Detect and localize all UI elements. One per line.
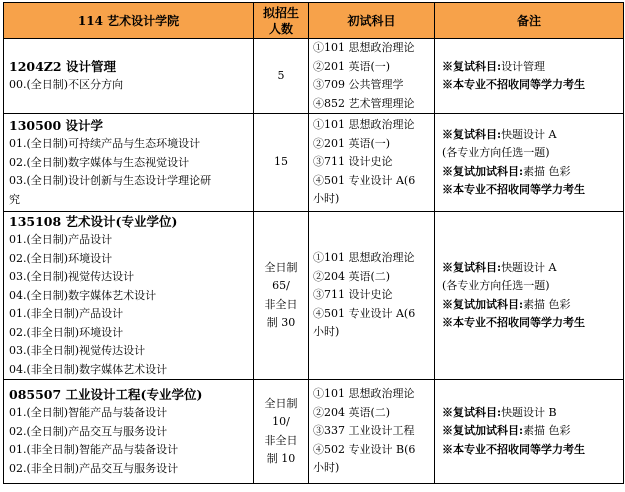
direction-item: 04.(非全日制)数字媒体艺术设计 bbox=[9, 362, 168, 376]
note-value: 素描 色彩 bbox=[523, 164, 571, 178]
note-key: ※本专业不招收同等学力考生 bbox=[442, 78, 585, 91]
direction-item: 02.(全日制)环境设计 bbox=[9, 251, 113, 265]
subject-item: ④501 专业设计 A(6 bbox=[313, 306, 416, 320]
note-line bbox=[442, 296, 623, 315]
subject-item: ④502 专业设计 B(6 bbox=[313, 442, 416, 456]
direction-item: 03.(全日制)设计创新与生态设计学理论研 bbox=[9, 174, 212, 187]
subject-item: ①101 思想政治理论 bbox=[313, 41, 415, 54]
note-value: 快题设计 A bbox=[501, 127, 557, 141]
quota-line: 65/ bbox=[272, 279, 290, 292]
program-cell bbox=[4, 380, 254, 484]
table-row bbox=[4, 212, 624, 380]
notes-cell bbox=[435, 380, 624, 484]
notes-cell bbox=[435, 114, 624, 212]
note-line bbox=[442, 441, 623, 460]
note-value: 设计管理 bbox=[501, 59, 546, 73]
quota-line: 10/ bbox=[272, 415, 290, 428]
subject-item: 小时) bbox=[313, 461, 340, 475]
subjects-cell bbox=[309, 114, 435, 212]
subject-item: ②204 英语(二) bbox=[313, 269, 391, 283]
quota-cell bbox=[254, 380, 309, 484]
subject-item: ②204 英语(二) bbox=[313, 405, 391, 419]
direction-item: 03.(非全日制)视觉传达设计 bbox=[9, 344, 146, 357]
program-code-title: 130500 设计学 bbox=[9, 118, 104, 133]
quota-line: 制 10 bbox=[266, 452, 296, 465]
table-row bbox=[4, 39, 624, 114]
subjects-cell bbox=[309, 39, 435, 114]
subjects-cell bbox=[309, 380, 435, 484]
subject-item: ④852 艺术管理理论 bbox=[313, 96, 415, 110]
direction-item: 01.(非全日制)产品设计 bbox=[9, 307, 124, 320]
note-key: ※复试科目: bbox=[442, 260, 502, 274]
note-line bbox=[442, 58, 623, 77]
program-code-title: 085507 工业设计工程(专业学位) bbox=[9, 387, 203, 402]
subjects-cell bbox=[309, 212, 435, 380]
direction-item: 02.(非全日制)产品交互与服务设计 bbox=[9, 461, 179, 475]
note-line bbox=[442, 404, 623, 423]
table-row bbox=[4, 380, 624, 484]
quota-line: 5 bbox=[277, 68, 285, 82]
note-value: 快题设计 A bbox=[501, 260, 557, 274]
subject-item: 小时) bbox=[313, 192, 340, 206]
subject-item: ①101 思想政治理论 bbox=[313, 118, 415, 132]
header-quota: 拟招生人数 bbox=[254, 3, 309, 39]
note-key: ※复试科目: bbox=[442, 405, 502, 419]
note-line bbox=[442, 181, 623, 200]
header-subjects: 初试科目 bbox=[309, 3, 435, 39]
program-cell bbox=[4, 114, 254, 212]
direction-item: 02.(非全日制)环境设计 bbox=[9, 325, 124, 339]
subject-item: ③711 设计史论 bbox=[313, 288, 393, 302]
quota-cell bbox=[254, 39, 309, 114]
header-college: 114 艺术设计学院 bbox=[4, 3, 254, 39]
quota-line: 非全日 bbox=[264, 297, 298, 311]
note-key: ※复试科目: bbox=[442, 127, 502, 141]
notes-cell bbox=[435, 39, 624, 114]
quota-cell bbox=[254, 212, 309, 380]
note-key: ※复试加试科目: bbox=[442, 164, 524, 178]
direction-item: 00.(全日制)不区分方向 bbox=[9, 78, 124, 92]
quota-line: 全日制 bbox=[264, 260, 298, 274]
direction-item: 01.(全日制)可持续产品与生态环境设计 bbox=[9, 137, 201, 150]
subject-item: ②201 英语(一) bbox=[313, 136, 391, 150]
note-key: ※复试加试科目: bbox=[442, 297, 524, 311]
quota-line: 制 30 bbox=[266, 316, 296, 329]
note-value: 素描 色彩 bbox=[523, 424, 571, 438]
direction-item: 01.(全日制)智能产品与装备设计 bbox=[9, 406, 168, 419]
note-key: ※本专业不招收同等学力考生 bbox=[442, 183, 585, 196]
subject-item: ③711 设计史论 bbox=[313, 155, 393, 169]
program-code-title: 1204Z2 设计管理 bbox=[9, 59, 116, 75]
table-row bbox=[4, 114, 624, 212]
note-value: 快题设计 B bbox=[501, 405, 557, 419]
notes-cell bbox=[435, 212, 624, 380]
note-line bbox=[442, 163, 623, 182]
note-key: ※本专业不招收同等学力考生 bbox=[442, 442, 585, 456]
quota-line: 非全日 bbox=[264, 433, 298, 447]
note-line bbox=[442, 314, 623, 333]
note-value: 素描 色彩 bbox=[523, 297, 571, 311]
subject-item: ①101 思想政治理论 bbox=[313, 251, 415, 265]
note-line bbox=[442, 422, 623, 441]
note-key: ※复试加试科目: bbox=[442, 424, 524, 438]
note-key: ※本专业不招收同等学力考生 bbox=[442, 316, 585, 329]
note-line bbox=[442, 277, 623, 296]
note-value: (各专业方向任选一题) bbox=[442, 279, 550, 292]
note-line bbox=[442, 126, 623, 145]
direction-item: 04.(全日制)数字媒体艺术设计 bbox=[9, 288, 157, 302]
direction-item: 究 bbox=[9, 192, 20, 206]
quota-line: 全日制 bbox=[264, 396, 298, 410]
header-notes: 备注 bbox=[435, 3, 624, 39]
quota-cell bbox=[254, 114, 309, 212]
note-line bbox=[442, 259, 623, 278]
subject-item: ①101 思想政治理论 bbox=[313, 387, 415, 401]
subject-item: ③337 工业设计工程 bbox=[313, 424, 415, 438]
program-cell bbox=[4, 39, 254, 114]
note-value: (各专业方向任选一题) bbox=[442, 146, 550, 159]
subject-item: ③709 公共管理学 bbox=[313, 78, 404, 91]
subject-item: ④501 专业设计 A(6 bbox=[313, 173, 416, 187]
note-line bbox=[442, 76, 623, 95]
admissions-table bbox=[3, 2, 624, 484]
subject-item: 小时) bbox=[313, 325, 340, 339]
note-line bbox=[442, 144, 623, 163]
program-code-title: 135108 艺术设计(专业学位) bbox=[9, 214, 178, 229]
subject-item: ②201 英语(一) bbox=[313, 59, 391, 73]
direction-item: 02.(全日制)数字媒体与生态视觉设计 bbox=[9, 155, 190, 169]
direction-item: 03.(全日制)视觉传达设计 bbox=[9, 270, 135, 283]
note-key: ※复试科目: bbox=[442, 59, 502, 73]
program-cell bbox=[4, 212, 254, 380]
table-header-row bbox=[4, 3, 624, 39]
direction-item: 01.(非全日制)智能产品与装备设计 bbox=[9, 443, 179, 456]
direction-item: 02.(全日制)产品交互与服务设计 bbox=[9, 424, 168, 438]
direction-item: 01.(全日制)产品设计 bbox=[9, 233, 113, 246]
quota-line: 15 bbox=[274, 155, 288, 169]
